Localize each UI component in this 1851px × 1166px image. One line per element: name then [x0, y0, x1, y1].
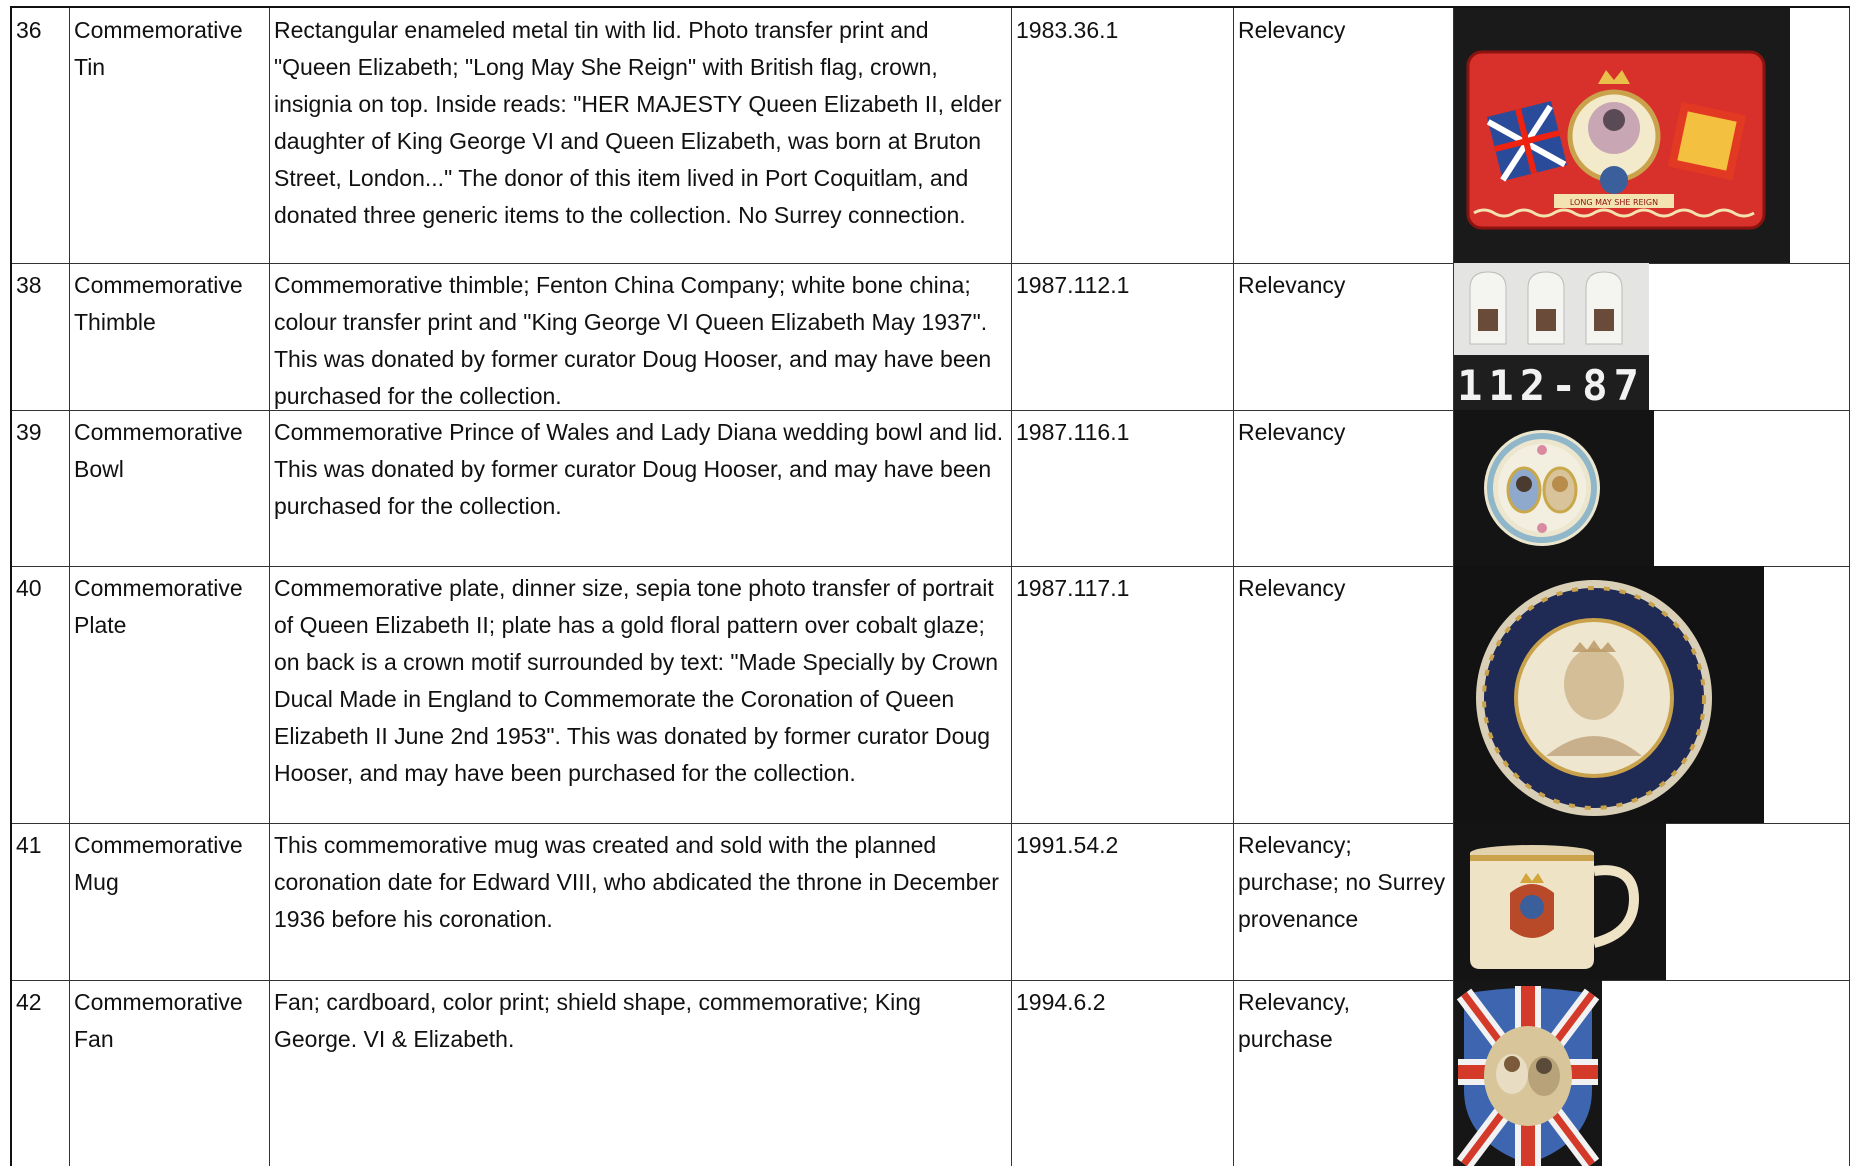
table-row — [12, 263, 1850, 411]
item-number: 39 — [12, 410, 70, 566]
item-name: Commemorative Plate — [70, 566, 270, 823]
item-name: Commemorative Fan — [70, 980, 270, 1166]
item-description: Fan; cardboard, color print; shield shape, commemorative; King George. VI & Elizabeth. — [270, 980, 1012, 1166]
image-cell — [1454, 263, 1850, 410]
item-number: 41 — [12, 823, 70, 980]
catalogue-table — [10, 6, 1850, 1166]
item-name: Commemorative Bowl — [70, 410, 270, 566]
accession-number: 1994.6.2 — [1012, 980, 1234, 1166]
deaccession-reason: Relevancy; purchase; no Surrey provenance — [1234, 823, 1454, 980]
table-row — [12, 823, 1850, 981]
deaccession-reason: Relevancy — [1234, 566, 1454, 823]
item-number: 38 — [12, 263, 70, 410]
table-row — [12, 410, 1850, 567]
commemorative-thimble-photo — [1454, 263, 1649, 410]
deaccession-reason: Relevancy, purchase — [1234, 980, 1454, 1166]
accession-number: 1991.54.2 — [1012, 823, 1234, 980]
item-number: 40 — [12, 566, 70, 823]
commemorative-tin-photo — [1454, 8, 1790, 263]
item-name: Commemorative Mug — [70, 823, 270, 980]
accession-number: 1987.117.1 — [1012, 566, 1234, 823]
tin-banner-text: LONG MAY SHE REIGN — [1569, 198, 1659, 207]
commemorative-mug-photo — [1454, 823, 1666, 980]
item-name: Commemorative Thimble — [70, 263, 270, 410]
item-description: Commemorative Prince of Wales and Lady Diana wedding bowl and lid. This was donated by former curator Doug Hooser, and may have been purchased for the collection. — [270, 410, 1012, 566]
deaccession-reason: Relevancy — [1234, 263, 1454, 410]
image-cell — [1454, 980, 1850, 1166]
image-cell — [1454, 566, 1850, 823]
item-description: Commemorative plate, dinner size, sepia tone photo transfer of portrait of Queen Elizabeth II; plate has a gold floral pattern over cobalt glaze; on back is a crown motif surrounded by text: "Made Specially by Crown Ducal Made in England to Commemorate the Coronation of Queen Elizabeth II June 2nd 1953". This was donated by former curator Doug Hooser, and may have been purchased for the collection. — [270, 566, 1012, 823]
accession-number: 1987.112.1 — [1012, 263, 1234, 410]
item-description: Rectangular enameled metal tin with lid. Photo transfer print and "Queen Elizabeth; "Long May She Reign" with British flag, crown, insignia on top. Inside reads: "HER MAJESTY Queen Elizabeth II, elder daughter of King George VI and Queen Elizabeth, was born at Bruton Street, London..." The donor of this item lived in Port Coquitlam, and donated three generic items to the collection. No Surrey connection. — [270, 8, 1012, 263]
item-number: 36 — [12, 8, 70, 263]
item-number: 42 — [12, 980, 70, 1166]
accession-number: 1987.116.1 — [1012, 410, 1234, 566]
table-row — [12, 566, 1850, 824]
image-cell — [1454, 823, 1850, 980]
thimble-label-text: 112-87 — [1457, 361, 1645, 410]
commemorative-plate-photo — [1454, 566, 1764, 823]
item-name: Commemorative Tin — [70, 8, 270, 263]
accession-number: 1983.36.1 — [1012, 8, 1234, 263]
commemorative-fan-photo — [1454, 980, 1602, 1166]
deaccession-reason: Relevancy — [1234, 410, 1454, 566]
commemorative-bowl-photo — [1454, 410, 1654, 566]
table-row — [12, 8, 1850, 264]
deaccession-reason: Relevancy — [1234, 8, 1454, 263]
item-description: This commemorative mug was created and sold with the planned coronation date for Edward VIII, who abdicated the throne in December 1936 before his coronation. — [270, 823, 1012, 980]
image-cell — [1454, 8, 1850, 263]
image-cell — [1454, 410, 1850, 566]
item-description: Commemorative thimble; Fenton China Company; white bone china; colour transfer print and "King George VI Queen Elizabeth May 1937". This was donated by former curator Doug Hooser, and may have been purchased for the collection. — [270, 263, 1012, 410]
table-row — [12, 980, 1850, 1166]
